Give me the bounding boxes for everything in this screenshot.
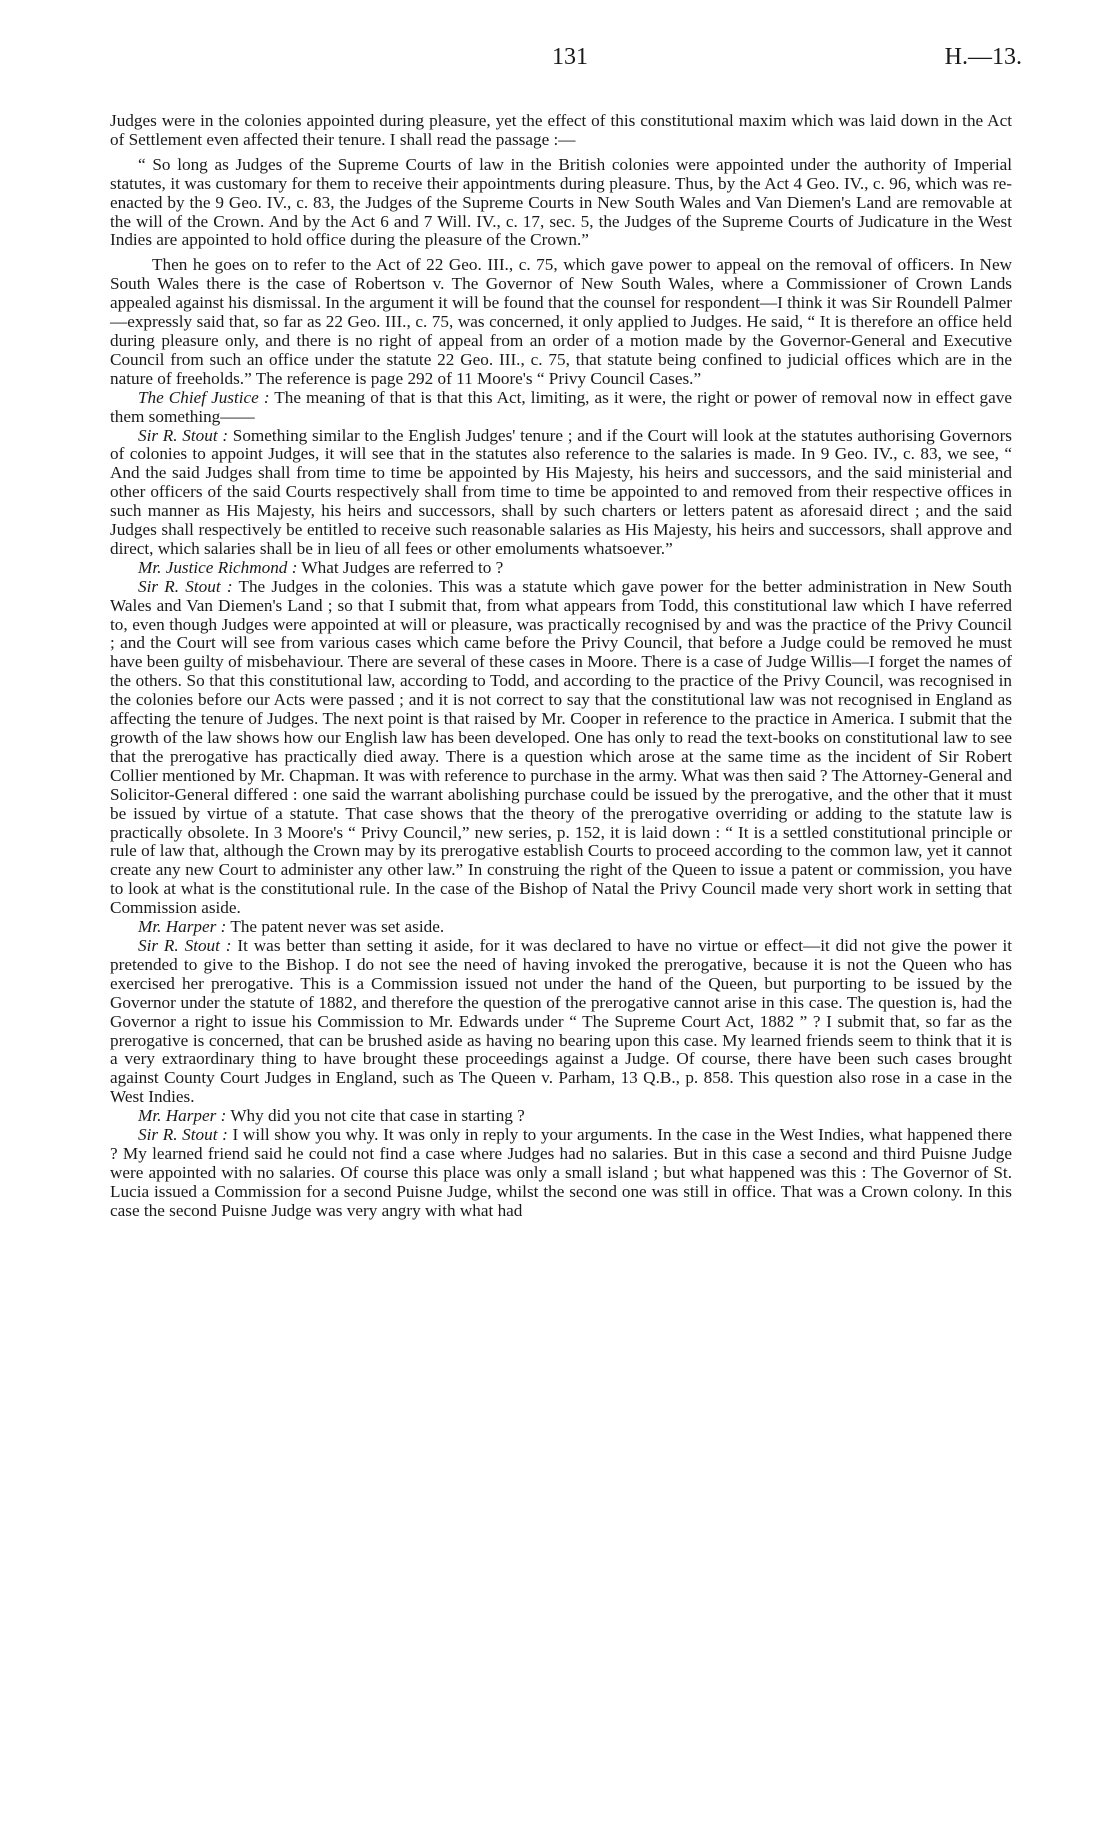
speech-text: What Judges are referred to ?	[297, 557, 504, 577]
speech-text: I will show you why. It was only in reply to your arguments. In the case in the West Indies, what happened there ? My learned friend said he could not find a case where Judges had no salaries. But in this case a second and third Puisne Judge were appointed with no salaries. Of course this place was only a small island ; but what happened was this : The Governor of St. Lucia issued a Commission for a second Puisne Judge, whilst the second one was still in office. That was a Crown colony. In this case the second Puisne Judge was very angry with what had	[110, 1125, 1012, 1220]
speech-text: The patent never was set aside.	[226, 917, 445, 937]
speaker-name: Mr. Harper :	[138, 1106, 227, 1126]
speech-paragraph	[110, 1126, 1012, 1221]
speaker-name: Sir R. Stout :	[138, 935, 232, 955]
paragraph	[110, 256, 1012, 388]
speaker-name: Sir R. Stout :	[138, 425, 229, 445]
speech-text: The meaning of that is that this Act, limiting, as it were, the right or power of removal now in effect gave them something——	[110, 387, 1012, 426]
speaker-name: Sir R. Stout :	[138, 1125, 228, 1145]
speech-paragraph	[110, 578, 1012, 918]
paragraph-text: Judges were in the colonies appointed during pleasure, yet the effect of this constitutional maxim which was laid down in the Act of Settlement even affected their tenure. I shall read the passage :—	[110, 111, 1012, 149]
speaker-name: Mr. Justice Richmond :	[138, 557, 298, 577]
paragraph-text: “ So long as Judges of the Supreme Courts of law in the British colonies were appointed under the authority of Imperial statutes, it was customary for them to receive their appointments during pleasure. Thus, by the Act 4 Geo. IV., c. 96, which was re-enacted by the 9 Geo. IV., c. 83, the Judges of the Supreme Courts in New South Wales and Van Diemen's Land are removable at the will of the Crown. And by the Act 6 and 7 Will. IV., c. 17, sec. 5, the Judges of the Supreme Courts of Judicature in the West Indies are appointed to hold office during the pleasure of the Crown.”	[110, 154, 1012, 250]
speaker-name: Mr. Harper :	[138, 917, 227, 937]
speech-paragraph	[110, 918, 1012, 937]
document-reference: H.—13.	[944, 44, 1022, 70]
document-body	[110, 112, 1012, 1221]
speech-text: Why did you not cite that case in starting ?	[226, 1106, 525, 1126]
speech-text: It was better than setting it aside, for it was declared to have no virtue or effect—it did not give the power it pretended to give to the Bishop. I do not see the need of having invoked the prerogative, because it is not the Queen who has exercised her prerogative. This is a Commission issued not under the hand of the Queen, but purporting to be issued by the Governor under the statute of 1882, and therefore the question of the prerogative cannot arise in this case. The question is, had the Governor a right to issue his Commission to Mr. Edwards under “ The Supreme Court Act, 1882 ” ? I submit that, so far as the prerogative is concerned, that can be brushed aside as having no bearing upon this case. My learned friends seem to think that it is a very extraordinary thing to have brought these proceedings against a Judge. Of course, there have been such cases brought against County Court Judges in England, such as The Queen v. Parham, 13 Q.B., p. 858. This question also rose in a case in the West Indies.	[110, 935, 1012, 1107]
speech-paragraph	[110, 1107, 1012, 1126]
speech-text: The Judges in the colonies. This was a statute which gave power for the better administration in New South Wales and Van Diemen's Land ; so that I submit that, from what appears from Todd, this constitutional law which I have referred to, even though Judges were appointed at will or pleasure, was practically recognised by and was the practice of the Privy Council ; and the Court will see from various cases which came before the Privy Council, that before a Judge could be removed he must have been guilty of misbehaviour. There are several of these cases in Moore. There is a case of Judge Willis—I forget the names of the others. So that this constitutional law, according to Todd, and according to the practice of the Privy Council, was recognised in the colonies before our Acts were passed ; and it is not correct to say that the constitutional law was not recognised in England as affecting the tenure of Judges. The next point is that raised by Mr. Cooper in reference to the practice in America. I submit that the growth of the law shows how our English law has been developed. One has only to read the text-books on constitutional law to see that the prerogative has practically died away. There is a question which arose at the same time as the incident of Sir Robert Collier mentioned by Mr. Chapman. It was with reference to purchase in the army. What was then said ? The Attorney-General and Solicitor-General differed : one said the warrant abolishing purchase could be issued by the prerogative, and the other that it must be issued by virtue of a statute. That case shows that the theory of the prerogative overriding or adding to the statute law is practically obsolete. In 3 Moore's “ Privy Council,” new series, p. 152, it is laid down : “ It is a settled constitutional principle or rule of law that, although the Crown may by its prerogative establish Courts to proceed according to the common law, yet it cannot create any new Court to administer any other law.” In construing the right of the Queen to issue a patent or commission, you have to look at what is the constitutional rule. In the case of the Bishop of Natal the Privy Council made very short work in setting that Commission aside.	[110, 576, 1012, 918]
paragraph-text: Then he goes on to refer to the Act of 22 Geo. III., c. 75, which gave power to appeal on the removal of officers. In New South Wales there is the case of Robertson v. The Governor of New South Wales, where a Commissioner of Crown Lands appealed against his dismissal. In the argument it will be found that the counsel for respondent—I think it was Sir Roundell Palmer—expressly said that, so far as 22 Geo. III., c. 75, was concerned, it only applied to Judges. He said, “ It is therefore an office held during pleasure only, and there is no right of appeal from an order of a motion made by the Governor-General and Executive Council from such an office under the statute 22 Geo. III., c. 75, that statute being confined to judicial offices which are in the nature of freeholds.” The reference is page 292 of 11 Moore's “ Privy Council Cases.”	[110, 255, 1012, 388]
speaker-name: Sir R. Stout :	[138, 576, 233, 596]
quoted-passage	[110, 156, 1012, 251]
speech-paragraph	[110, 427, 1012, 559]
speech-paragraph	[110, 937, 1012, 1107]
paragraph	[110, 112, 1012, 150]
speech-text: Something similar to the English Judges' tenure ; and if the Court will look at the statutes authorising Governors of colonies to appoint Judges, it will see that in the statutes also reference to the salaries is made. In 9 Geo. IV., c. 83, we see, “ And the said Judges shall from time to time be appointed by His Majesty, his heirs and successors, and the said ministerial and other officers of the said Courts respectively shall from time to time be appointed to and removed from their respective offices in such manner as His Majesty, his heirs and successors, shall by such charters or letters patent as aforesaid direct ; and the said Judges shall respectively be entitled to receive such reasonable salaries as His Majesty, his heirs and successors, shall approve and direct, which salaries shall be in lieu of all fees or other emoluments whatsoever.”	[110, 425, 1012, 558]
page-number: 131	[552, 44, 588, 70]
page-header	[0, 44, 1114, 84]
speech-paragraph	[110, 389, 1012, 427]
speech-paragraph	[110, 559, 1012, 578]
speaker-name: The Chief Justice :	[138, 387, 270, 407]
